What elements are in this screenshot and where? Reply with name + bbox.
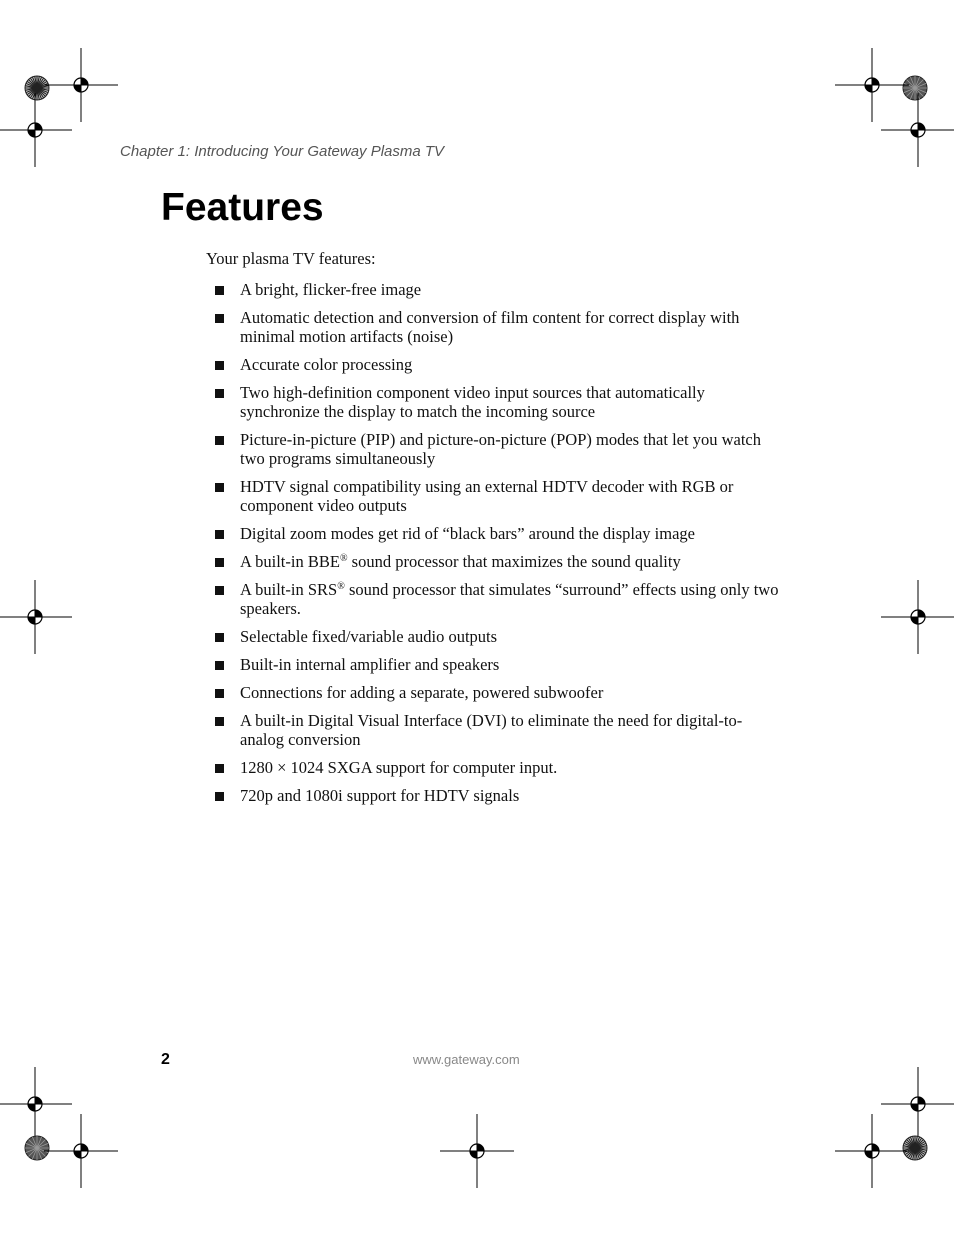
feature-text: Automatic detection and conversion of film content for correct display with minimal motion artifacts (noise) — [240, 308, 740, 346]
list-item — [215, 355, 785, 374]
list-item — [215, 711, 785, 749]
feature-text: 720p and 1080i support for HDTV signals — [240, 786, 520, 805]
feature-text: Selectable fixed/variable audio outputs — [240, 627, 498, 646]
list-item — [215, 383, 785, 421]
square-bullet-icon — [215, 530, 224, 539]
square-bullet-icon — [215, 286, 224, 295]
square-bullet-icon — [215, 661, 224, 670]
page-number: 2 — [161, 1051, 170, 1068]
feature-text: A built-in SRS — [240, 580, 338, 599]
page-title: Features — [161, 186, 324, 229]
footer-url[interactable]: www.gateway.com — [413, 1052, 520, 1067]
square-bullet-icon — [215, 361, 224, 370]
square-bullet-icon — [215, 633, 224, 642]
list-item — [215, 683, 785, 702]
feature-text: sound processor that maximizes the sound quality — [347, 552, 681, 571]
feature-text: Digital zoom modes get rid of “black bars” around the display image — [240, 524, 695, 543]
list-item — [215, 524, 785, 543]
registered-mark: ® — [337, 581, 345, 592]
feature-text: Picture-in-picture (PIP) and picture-on-picture (POP) modes that let you watch two programs simultaneously — [240, 430, 761, 468]
square-bullet-icon — [215, 586, 224, 595]
list-item — [215, 477, 785, 515]
square-bullet-icon — [215, 558, 224, 567]
feature-text: A built-in Digital Visual Interface (DVI) to eliminate the need for digital-to-analog conversion — [240, 711, 743, 749]
list-item — [215, 430, 785, 468]
registered-mark: ® — [339, 553, 348, 564]
feature-list — [215, 280, 785, 814]
square-bullet-icon — [215, 764, 224, 773]
feature-text: sound processor that simulates “surround” effects using only two speakers. — [240, 580, 779, 618]
intro-text: Your plasma TV features: — [206, 249, 376, 268]
feature-text: A bright, flicker-free image — [240, 280, 422, 299]
square-bullet-icon — [215, 436, 224, 445]
square-bullet-icon — [215, 792, 224, 801]
feature-text: Two high-definition component video input sources that automatically synchronize the display to match the incoming source — [240, 383, 705, 421]
running-header: Chapter 1: Introducing Your Gateway Plasma TV — [120, 143, 445, 160]
feature-text: Built-in internal amplifier and speakers — [240, 655, 500, 674]
feature-text: 1280 × 1024 SXGA support for computer input. — [240, 758, 558, 777]
list-item — [215, 280, 785, 299]
feature-text: Accurate color processing — [240, 355, 413, 374]
list-item — [215, 758, 785, 777]
list-item — [215, 580, 785, 618]
square-bullet-icon — [215, 717, 224, 726]
list-item — [215, 627, 785, 646]
feature-text: HDTV signal compatibility using an external HDTV decoder with RGB or component video outputs — [240, 477, 734, 515]
feature-text: A built-in BBE — [240, 552, 340, 571]
list-item — [215, 308, 785, 346]
square-bullet-icon — [215, 389, 224, 398]
square-bullet-icon — [215, 483, 224, 492]
square-bullet-icon — [215, 314, 224, 323]
list-item — [215, 655, 785, 674]
list-item — [215, 786, 785, 805]
feature-text: Connections for adding a separate, powered subwoofer — [240, 683, 604, 702]
list-item — [215, 552, 785, 571]
square-bullet-icon — [215, 689, 224, 698]
